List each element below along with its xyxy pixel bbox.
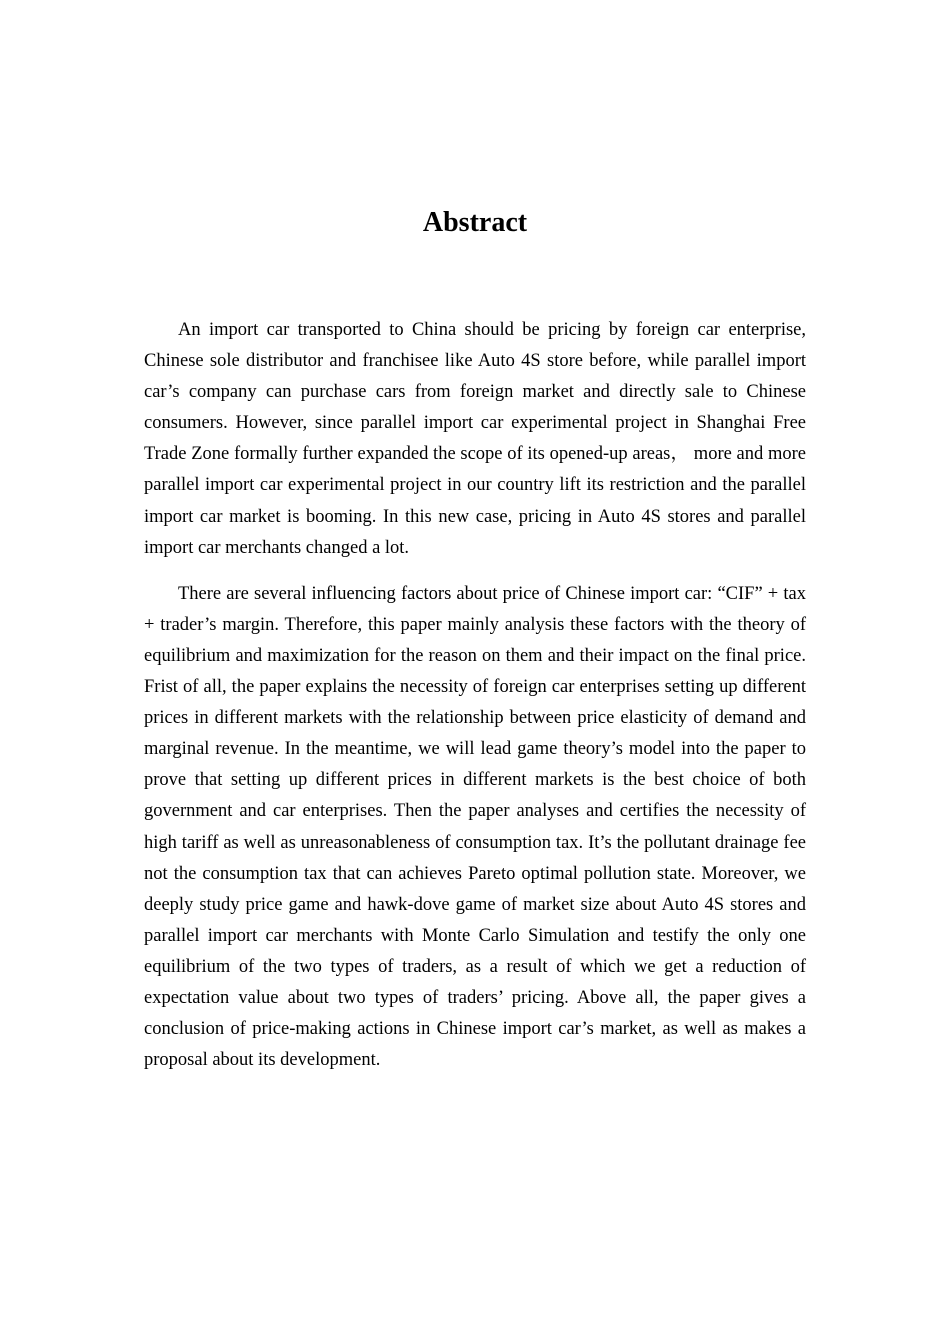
- abstract-paragraph-2: There are several influencing factors about price of Chinese import car: “CIF” + tax + trader’s margin. Therefore, this paper mainly analysis these factors with the theory of equilibrium and maximization for the reason on them and their impact on the final price. Frist of all, the paper explains the necessity of foreign car enterprises setting up different prices in different markets with the relationship between price elasticity of demand and marginal revenue. In the meantime, we will lead game theory’s model into the paper to prove that setting up different prices in different markets is the best choice of both government and car enterprises. Then the paper analyses and certifies the necessity of high tariff as well as unreasonableness of consumption tax. It’s the pollutant drainage fee not the consumption tax that can achieves Pareto optimal pollution state. Moreover, we deeply study price game and hawk-dove game of market size about Auto 4S stores and parallel import car merchants with Monte Carlo Simulation and testify the only one equilibrium of the two types of traders, as a result of which we get a reduction of expectation value about two types of traders’ pricing. Above all, the paper gives a conclusion of price-making actions in Chinese import car’s market, as well as makes a proposal about its development.: [144, 583, 806, 1071]
- abstract-body: [144, 315, 806, 1091]
- abstract-paragraph-1: An import car transported to China should be pricing by foreign car enterprise, Chinese sole distributor and franchisee like Auto 4S store before, while parallel import car’s company can purchase cars from foreign market and directly sale to Chinese consumers. However, since parallel import car experimental project in Shanghai Free Trade Zone formally further expanded the scope of its opened-up areas， more and more parallel import car experimental project in our country lift its restriction and the parallel import car market is booming. In this new case, pricing in Auto 4S stores and parallel import car merchants changed a lot.: [144, 320, 806, 558]
- page-title: Abstract: [422, 207, 528, 238]
